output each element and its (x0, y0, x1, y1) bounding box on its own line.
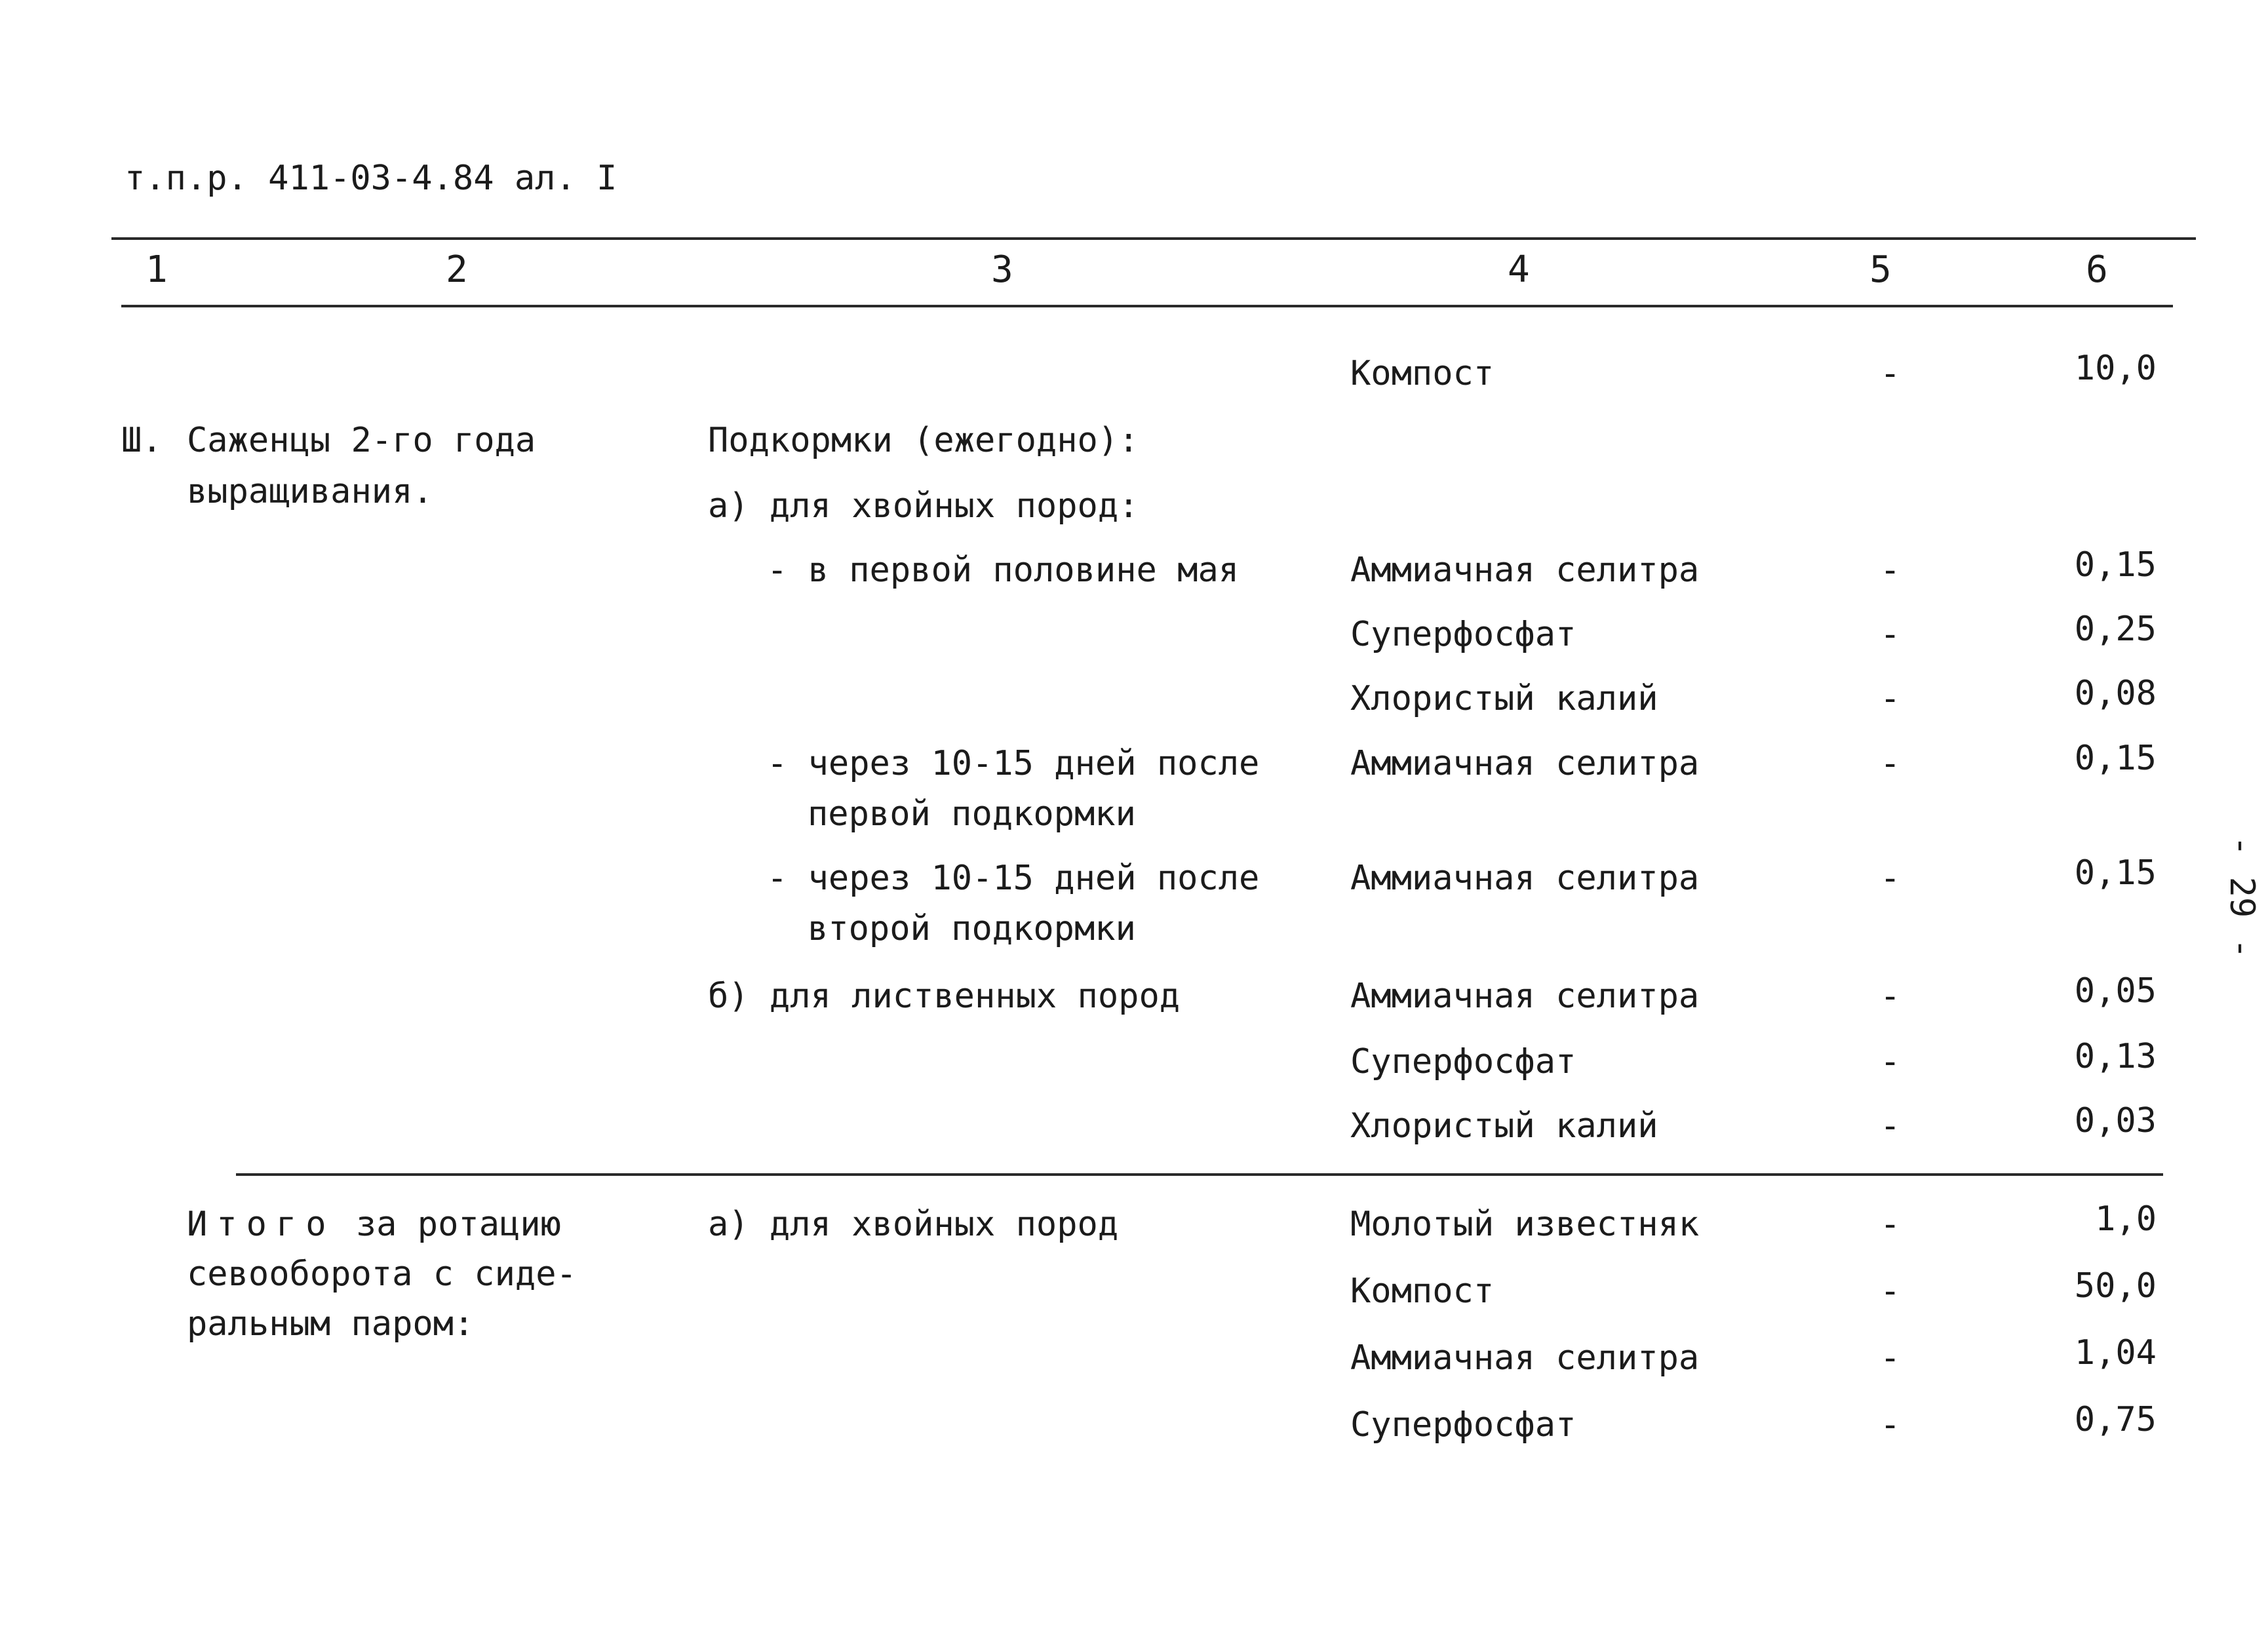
column-header-3: 3 (991, 248, 1013, 291)
material-cell: Суперфосфат (1350, 1405, 1576, 1445)
feeding-step-3-line1: - через 10-15 дней после (767, 859, 1260, 898)
page-number: - 29 - (2222, 836, 2261, 959)
feeding-step-2-line1: - через 10-15 дней после (767, 744, 1260, 783)
total-label-rest: за ротацию (355, 1205, 561, 1244)
column-header-2: 2 (446, 248, 468, 291)
unit-dash: - (1880, 1106, 1901, 1146)
column-header-1: 1 (146, 248, 168, 291)
section-name-line1: Саженцы 2-го года (187, 421, 536, 460)
rate-value: 0,75 (2074, 1400, 2157, 1439)
rate-value: 0,15 (2074, 853, 2157, 893)
rate-value: 0,05 (2074, 971, 2157, 1011)
feeding-step-3-line2: второй подкормки (808, 909, 1136, 948)
rate-value: 0,03 (2074, 1101, 2157, 1140)
total-label-line1 (187, 1205, 561, 1244)
rate-value: 0,25 (2074, 610, 2157, 649)
column-header-5: 5 (1869, 248, 1892, 291)
unit-dash: - (1880, 551, 1901, 590)
rate-value: 0,08 (2074, 674, 2157, 713)
material-cell: Аммиачная селитра (1350, 744, 1700, 783)
unit-dash: - (1880, 679, 1901, 718)
feeding-step-2-line2: первой подкормки (808, 794, 1136, 834)
material-cell: Хлористый калий (1350, 1106, 1658, 1146)
feeding-heading: Подкормки (ежегодно): (708, 421, 1139, 460)
material-cell: Аммиачная селитра (1350, 859, 1700, 898)
section-name-line2: выращивания. (187, 472, 433, 511)
section-number: Ш. (121, 421, 163, 460)
column-header-6: 6 (2086, 248, 2108, 291)
rate-value: 10,0 (2074, 349, 2157, 388)
totals-rule (236, 1173, 2163, 1176)
total-label-line2: севооборота с сиде- (187, 1255, 577, 1294)
material-cell: Молотый известняк (1350, 1205, 1700, 1244)
rate-value: 0,15 (2074, 739, 2157, 778)
material-cell: Хлористый калий (1350, 679, 1658, 718)
unit-dash: - (1880, 1205, 1901, 1244)
material-cell: Компост (1350, 354, 1495, 393)
column-header-4: 4 (1508, 248, 1530, 291)
rate-value: 1,04 (2074, 1333, 2157, 1372)
unit-dash: - (1880, 859, 1901, 898)
total-label-word: Итого (187, 1205, 336, 1244)
material-cell: Суперфосфат (1350, 1042, 1576, 1081)
unit-dash: - (1880, 615, 1901, 654)
unit-dash: - (1880, 354, 1901, 393)
header-top-rule (111, 237, 2196, 240)
unit-dash: - (1880, 1042, 1901, 1081)
header-bottom-rule (121, 305, 2173, 307)
rate-value: 50,0 (2074, 1266, 2157, 1306)
material-cell: Аммиачная селитра (1350, 551, 1700, 590)
material-cell: Компост (1350, 1272, 1495, 1311)
material-cell: Суперфосфат (1350, 615, 1576, 654)
material-cell: Аммиачная селитра (1350, 1338, 1700, 1378)
total-conifer-subheading: а) для хвойных пород (708, 1205, 1119, 1244)
deciduous-subheading: б) для лиственных пород (708, 977, 1181, 1016)
unit-dash: - (1880, 744, 1901, 783)
rate-value: 0,15 (2074, 545, 2157, 585)
rate-value: 1,0 (2095, 1199, 2157, 1239)
document-reference: т.п.р. 411-03-4.84 ал. I (125, 159, 617, 198)
unit-dash: - (1880, 1338, 1901, 1378)
material-cell: Аммиачная селитра (1350, 977, 1700, 1016)
rate-value: 0,13 (2074, 1037, 2157, 1076)
total-label-line3: ральным паром: (187, 1304, 475, 1344)
unit-dash: - (1880, 977, 1901, 1016)
unit-dash: - (1880, 1272, 1901, 1311)
feeding-step-1: - в первой половине мая (767, 551, 1240, 590)
conifer-subheading: а) для хвойных пород: (708, 486, 1139, 526)
unit-dash: - (1880, 1405, 1901, 1445)
